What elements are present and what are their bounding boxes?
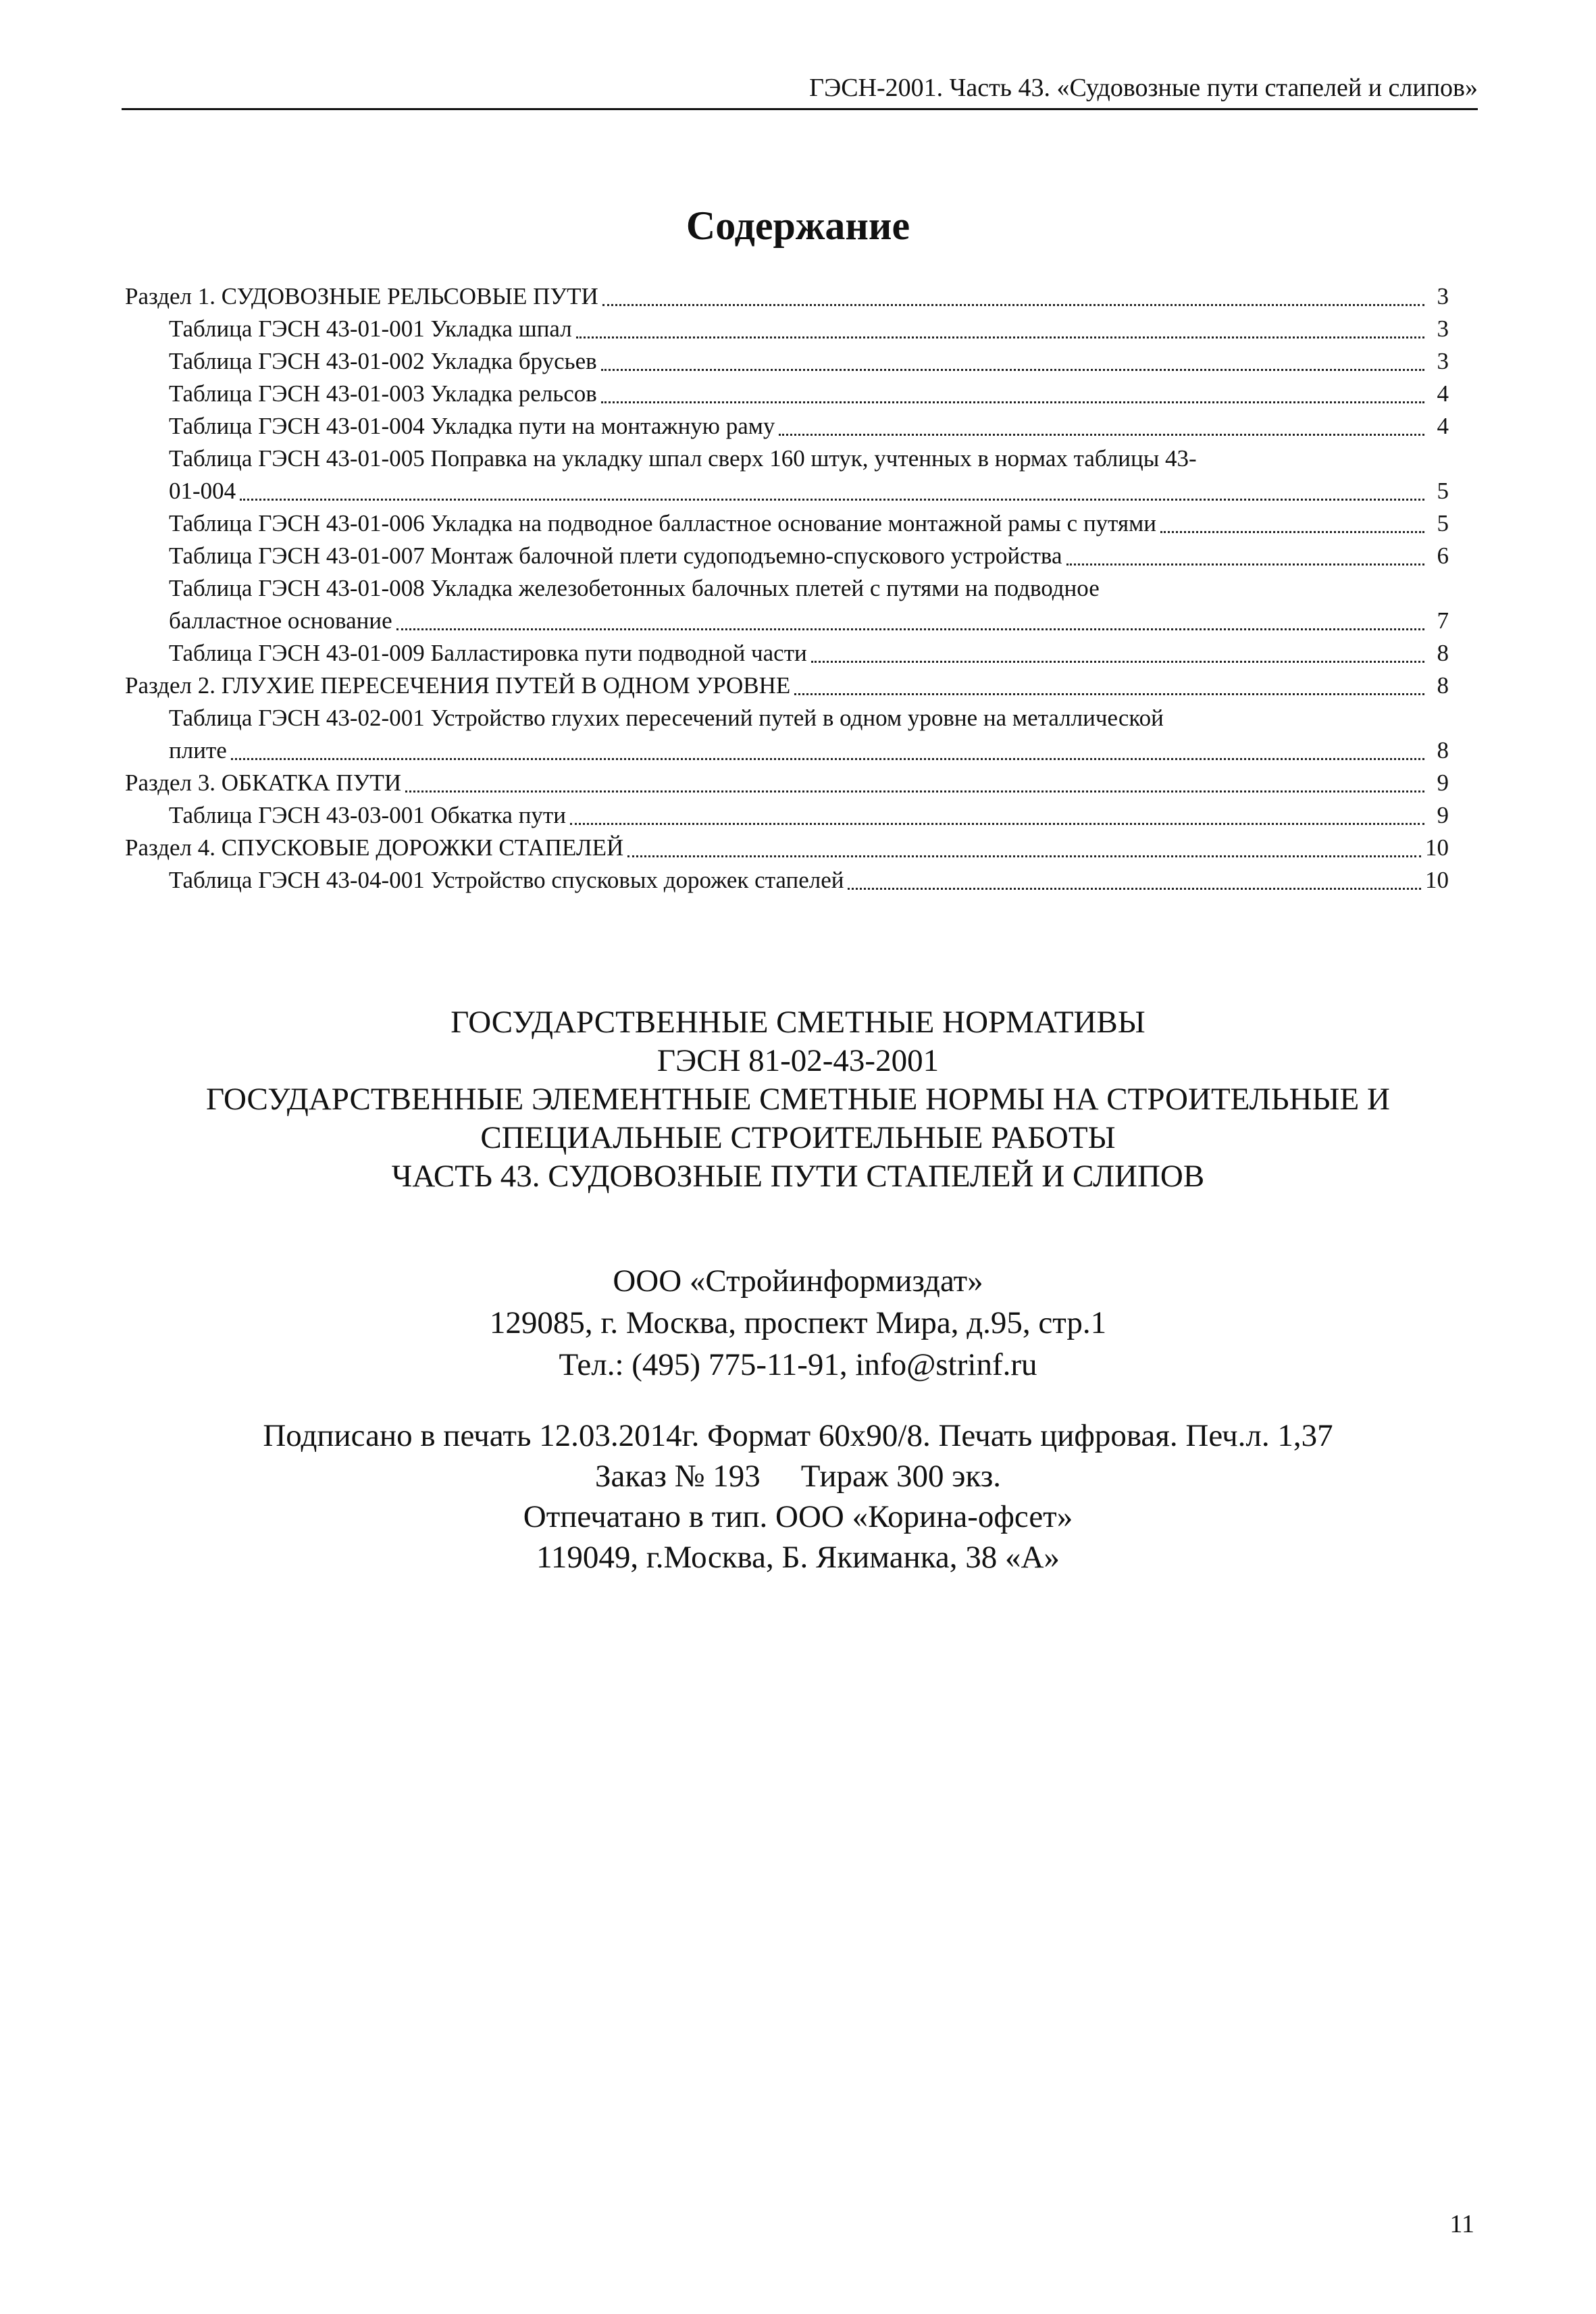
toc-entry-text: Таблица ГЭСН 43-01-002 Укладка брусьев	[169, 348, 597, 374]
publisher-block	[0, 1260, 1596, 1386]
toc-dot-leader	[627, 855, 1421, 857]
toc-section-entry	[125, 832, 1449, 864]
toc-dot-leader	[1160, 531, 1424, 533]
toc-table-entry	[125, 540, 1449, 572]
toc-entry-text-continued: 01-004	[169, 478, 236, 504]
page-number: 11	[1449, 2210, 1474, 2238]
toc-table-entry	[125, 702, 1449, 767]
toc-entry-page: 4	[1437, 380, 1449, 407]
print-circulation: Тираж 300 экз.	[800, 1459, 1002, 1494]
toc-dot-leader	[240, 499, 1424, 501]
running-title: ГЭСН-2001. Часть 43. «Судовозные пути стапелей и слипов»	[809, 74, 1478, 102]
toc-entry-page: 7	[1437, 607, 1449, 634]
toc-entry-text: Таблица ГЭСН 43-01-001 Укладка шпал	[169, 316, 572, 342]
toc-entry-text: Таблица ГЭСН 43-04-001 Устройство спусковых дорожек стапелей	[169, 867, 844, 893]
toc-entry-text: Раздел 4. СПУСКОВЫЕ ДОРОЖКИ СТАПЕЛЕЙ	[125, 834, 624, 861]
toc-table-entry	[125, 507, 1449, 540]
toc-entry-page: 10	[1425, 834, 1449, 861]
toc-entry-text-continued: плите	[169, 737, 227, 763]
toc-dot-leader	[576, 336, 1424, 338]
toc-table-entry	[125, 443, 1449, 507]
printer-address: 119049, г.Москва, Б. Якиманка, 38 «А»	[536, 1540, 1060, 1575]
toc-table-entry	[125, 410, 1449, 443]
toc-entry-page: 5	[1437, 510, 1449, 536]
toc-dot-leader	[779, 434, 1424, 436]
publisher-name: ООО «Стройинформиздат»	[613, 1263, 983, 1299]
toc-entry-text: Таблица ГЭСН 43-01-004 Укладка пути на монтажную раму	[169, 413, 775, 439]
title-line-1: ГОСУДАРСТВЕННЫЕ СМЕТНЫЕ НОРМАТИВЫ	[451, 1005, 1145, 1040]
toc-entry-page: 4	[1437, 413, 1449, 439]
toc-dot-leader	[811, 661, 1424, 663]
toc-dot-leader	[602, 304, 1424, 306]
toc-entry-page: 8	[1437, 672, 1449, 699]
toc-entry-page: 6	[1437, 543, 1449, 569]
toc-title: Содержание	[686, 203, 910, 248]
toc-entry-text: Таблица ГЭСН 43-01-003 Укладка рельсов	[169, 380, 597, 407]
toc-section-entry	[125, 670, 1449, 702]
title-line-5: ЧАСТЬ 43. СУДОВОЗНЫЕ ПУТИ СТАПЕЛЕЙ И СЛИПОВ	[391, 1159, 1205, 1194]
toc-dot-leader	[396, 628, 1424, 630]
toc-entry-page: 3	[1437, 348, 1449, 374]
toc-entry-page: 8	[1437, 640, 1449, 666]
toc-entry-page: 5	[1437, 478, 1449, 504]
toc-entry-text: Таблица ГЭСН 43-01-005 Поправка на укладку шпал сверх 160 штук, учтенных в нормах таблицы 43-	[169, 445, 1197, 472]
print-order-line	[0, 1456, 1596, 1496]
toc-dot-leader	[794, 693, 1424, 695]
toc-entry-text: Раздел 1. СУДОВОЗНЫЕ РЕЛЬСОВЫЕ ПУТИ	[125, 283, 598, 309]
title-line-2: ГЭСН 81-02-43-2001	[657, 1043, 939, 1078]
toc-section-entry	[125, 280, 1449, 313]
toc-section-entry	[125, 767, 1449, 799]
print-order: Заказ № 193	[594, 1459, 761, 1494]
printed-at: Отпечатано в тип. ООО «Корина-офсет»	[523, 1499, 1073, 1534]
toc-entry-text: Таблица ГЭСН 43-02-001 Устройство глухих пересечений путей в одном уровне на металлической	[169, 705, 1164, 731]
toc-entry-text: Таблица ГЭСН 43-01-008 Укладка железобетонных балочных плетей с путями на подводное	[169, 575, 1100, 601]
toc-entry-text: Раздел 2. ГЛУХИЕ ПЕРЕСЕЧЕНИЯ ПУТЕЙ В ОДНОМ УРОВНЕ	[125, 672, 791, 699]
toc-table-entry	[125, 637, 1449, 670]
toc-table-entry	[125, 345, 1449, 378]
publisher-contacts: Тел.: (495) 775-11-91, info@strinf.ru	[559, 1347, 1037, 1382]
title-line-3: ГОСУДАРСТВЕННЫЕ ЭЛЕМЕНТНЫЕ СМЕТНЫЕ НОРМЫ НА СТРОИТЕЛЬНЫЕ И	[206, 1082, 1390, 1117]
toc-table-entry	[125, 378, 1449, 410]
toc-entry-page: 8	[1437, 737, 1449, 763]
toc-dot-leader	[601, 401, 1424, 403]
toc-entry-text: Таблица ГЭСН 43-01-007 Монтаж балочной плети судоподъемно-спускового устройства	[169, 543, 1062, 569]
toc-table-entry	[125, 864, 1449, 897]
document-title-block	[0, 1003, 1596, 1196]
toc-entry-text: Раздел 3. ОБКАТКА ПУТИ	[125, 770, 402, 796]
toc-dot-leader	[601, 369, 1424, 371]
toc-table-entry	[125, 572, 1449, 637]
print-signed: Подписано в печать 12.03.2014г. Формат 60х90/8. Печать цифровая. Печ.л. 1,37	[263, 1418, 1333, 1453]
toc-entry-page: 10	[1425, 867, 1449, 893]
title-line-4: СПЕЦИАЛЬНЫЕ СТРОИТЕЛЬНЫЕ РАБОТЫ	[480, 1120, 1116, 1155]
toc-dot-leader	[848, 888, 1421, 890]
toc-entry-page: 3	[1437, 316, 1449, 342]
toc-table-entry	[125, 799, 1449, 832]
toc-entry-text: Таблица ГЭСН 43-01-009 Балластировка пути подводной части	[169, 640, 807, 666]
running-header	[122, 68, 1478, 110]
toc-entry-text: Таблица ГЭСН 43-01-006 Укладка на подводное балластное основание монтажной рамы с путями	[169, 510, 1156, 536]
toc-dot-leader	[231, 758, 1424, 760]
toc-dot-leader	[570, 823, 1424, 825]
toc-dot-leader	[405, 790, 1424, 793]
toc-entry-page: 9	[1437, 802, 1449, 828]
publisher-address: 129085, г. Москва, проспект Мира, д.95, стр.1	[489, 1305, 1107, 1340]
toc-dot-leader	[1066, 563, 1425, 565]
toc-entry-page: 3	[1437, 283, 1449, 309]
toc-entry-page: 9	[1437, 770, 1449, 796]
toc-entry-text-continued: балластное основание	[169, 607, 392, 634]
toc-entry-text: Таблица ГЭСН 43-03-001 Обкатка пути	[169, 802, 566, 828]
print-info-block	[0, 1415, 1596, 1578]
toc-table-entry	[125, 313, 1449, 345]
table-of-contents	[125, 280, 1449, 897]
